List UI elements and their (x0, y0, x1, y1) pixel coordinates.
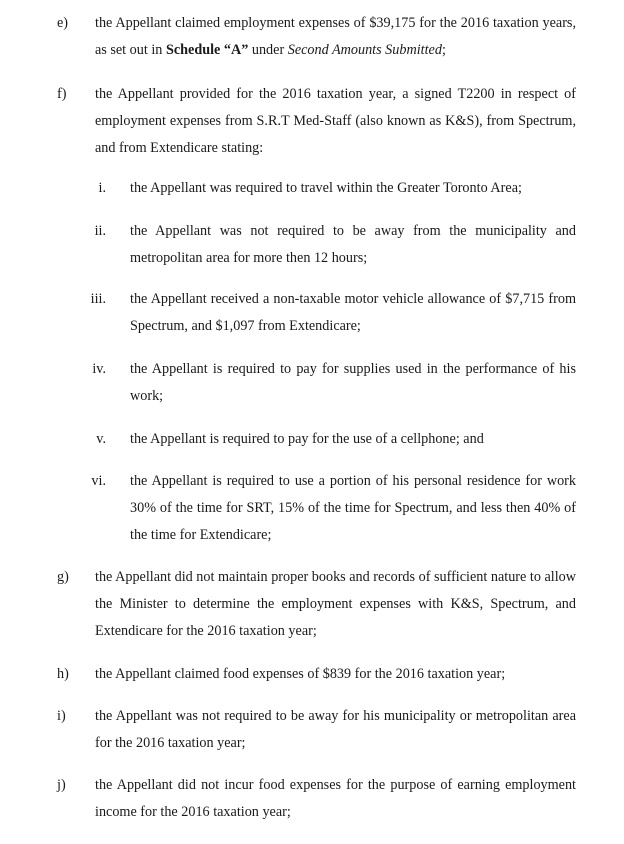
subitem-text: the Appellant is required to pay for the use of a cellphone; and (130, 431, 484, 447)
paragraph-text: the Appellant did not maintain proper books and records of sufficient nature to allow the Minister to determine the employment expenses with K&S, Spectrum, and Extendicare for the 2016 taxation year; (95, 569, 576, 639)
paragraph-text: the Appellant claimed food expenses of $839 for the 2016 taxation year; (95, 666, 506, 682)
subitem-text: the Appellant is required to pay for supplies used in the performance of his work; (130, 361, 576, 404)
paragraph-text: the Appellant did not incur food expenses for the purpose of earning employment income for the 2016 taxation year; (95, 777, 576, 820)
subitem-label: ii. (94, 223, 106, 239)
paragraph-label: e) (57, 15, 69, 31)
paragraph-text: the Appellant was not required to be away for his municipality or metropolitan area for the 2016 taxation year; (95, 708, 576, 751)
subitem-text: the Appellant was not required to be away from the municipality and metropolitan area for more then 12 hours; (130, 223, 576, 266)
subitem-text: the Appellant received a non-taxable motor vehicle allowance of $7,715 from Spectrum, and $1,097 from Extendicare; (130, 291, 576, 334)
paragraph-label: f) (57, 86, 67, 102)
text-run: under (248, 42, 288, 58)
schedule-reference: Schedule “A” (165, 42, 249, 58)
text-run: the Appellant claimed employment expenses of $39,175 for the 2016 taxation years, as set out in (95, 15, 576, 58)
paragraph-label: h) (57, 666, 69, 682)
paragraph-label: i) (57, 708, 66, 724)
paragraph-text (95, 10, 576, 64)
subitem-label: iv. (92, 361, 106, 377)
subitem-label: iii. (90, 291, 106, 307)
paragraph-text: the Appellant provided for the 2016 taxation year, a signed T2200 in respect of employment expenses from S.R.T Med-Staff (also known as K&S), from Spectrum, and from Extendicare stating: (95, 86, 576, 156)
subitem-label: i. (98, 180, 106, 196)
text-run: ; (441, 42, 446, 58)
subitem-text: the Appellant was required to travel within the Greater Toronto Area; (130, 180, 522, 196)
subitem-label: vi. (91, 473, 106, 489)
subitem-label: v. (96, 431, 106, 447)
italic-reference: Second Amounts Submitted (287, 42, 442, 58)
paragraph-label: g) (57, 569, 69, 585)
subitem-text: the Appellant is required to use a portion of his personal residence for work 30% of the time for SRT, 15% of the time for Spectrum, and less then 40% of the time for Extendicare; (130, 473, 576, 543)
paragraph-label: j) (57, 777, 66, 793)
